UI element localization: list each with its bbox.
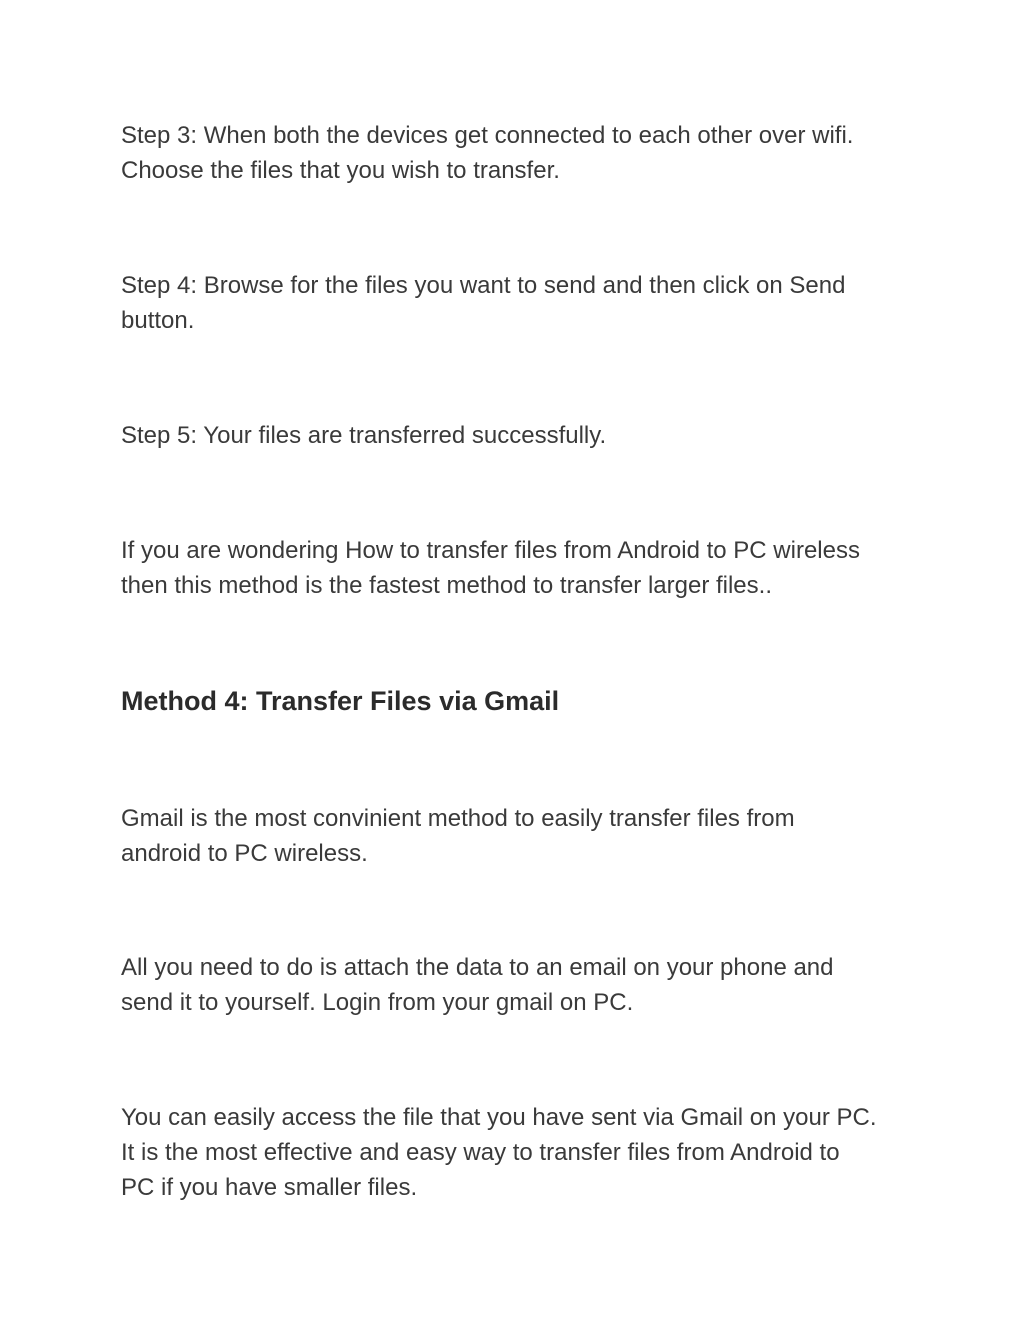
method-4-heading: Method 4: Transfer Files via Gmail <box>121 686 560 716</box>
attach-line-2: send it to yourself. Login from your gmail on PC. <box>121 989 634 1016</box>
gmail-intro-paragraph <box>121 801 921 871</box>
step-5-line-1: Step 5: Your files are transferred successfully. <box>121 422 607 449</box>
gmail-intro-line-2: android to PC wireless. <box>121 840 368 867</box>
step-4-line-2: button. <box>121 307 195 334</box>
attach-line-1: All you need to do is attach the data to an email on your phone and <box>121 954 834 981</box>
step-3-line-2: Choose the files that you wish to transfer. <box>121 157 560 184</box>
wondering-line-1: If you are wondering How to transfer files from Android to PC wireless <box>121 537 860 564</box>
wondering-paragraph <box>121 533 921 603</box>
access-line-2: It is the most effective and easy way to transfer files from Android to <box>121 1139 840 1166</box>
step-4-line-1: Step 4: Browse for the files you want to send and then click on Send <box>121 272 846 299</box>
access-line-1: You can easily access the file that you have sent via Gmail on your PC. <box>121 1104 877 1131</box>
step-3-paragraph <box>121 118 921 188</box>
step-3-line-1: Step 3: When both the devices get connected to each other over wifi. <box>121 122 854 149</box>
access-line-3: PC if you have smaller files. <box>121 1174 418 1201</box>
attach-paragraph <box>121 950 921 1020</box>
wondering-line-2: then this method is the fastest method to transfer larger files.. <box>121 572 772 599</box>
step-4-paragraph <box>121 268 921 338</box>
step-5-paragraph <box>121 418 921 453</box>
gmail-intro-line-1: Gmail is the most convinient method to easily transfer files from <box>121 805 795 832</box>
access-paragraph <box>121 1100 921 1205</box>
